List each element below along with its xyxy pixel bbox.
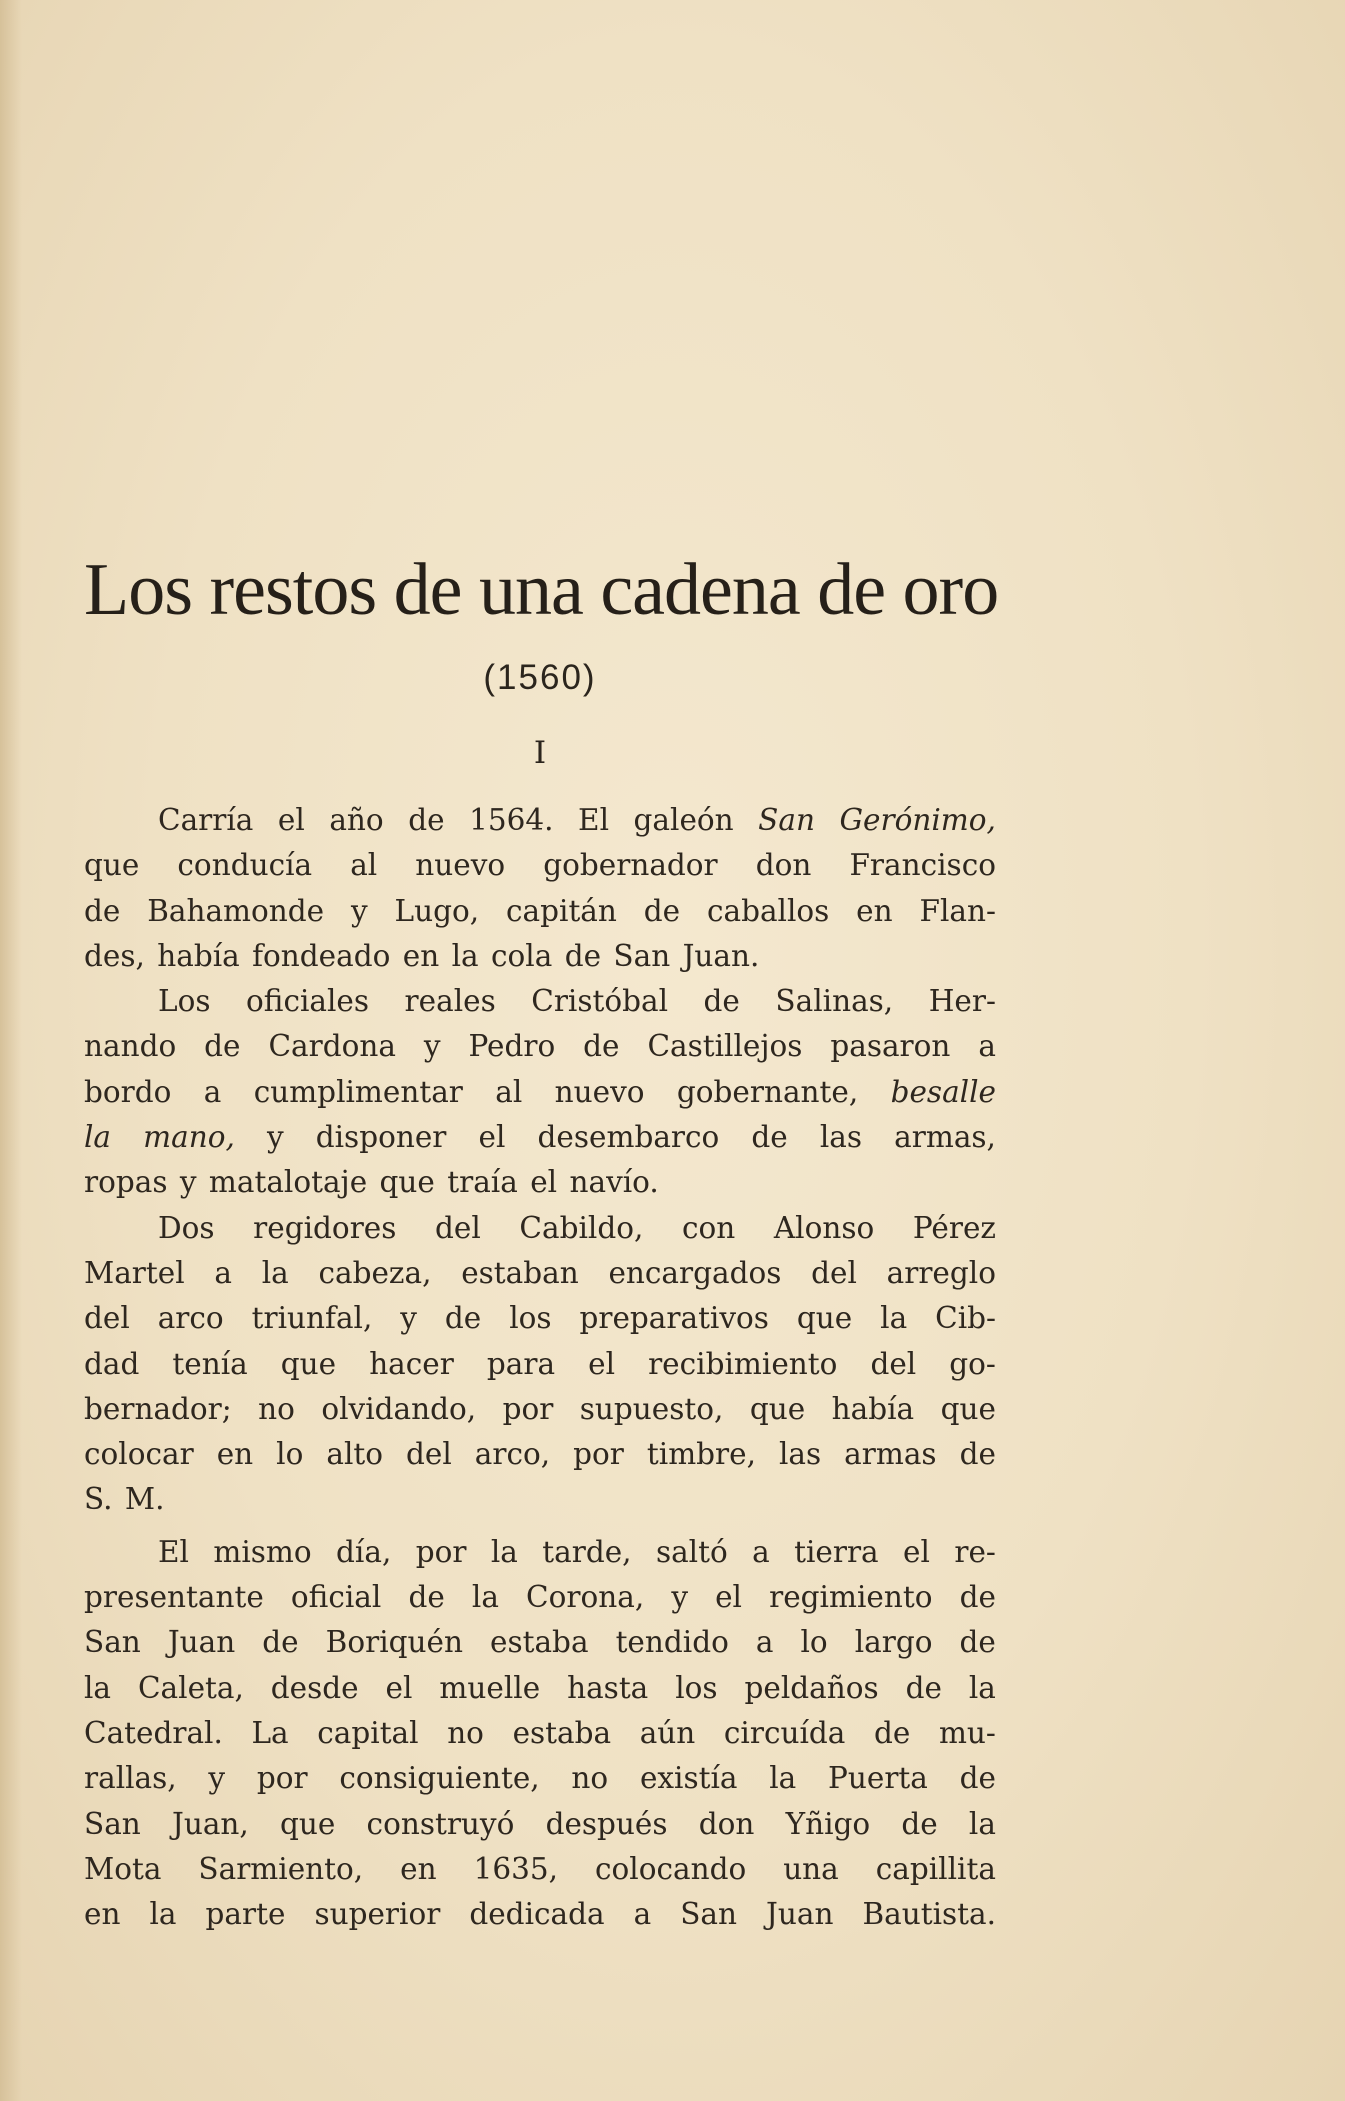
word: lo (800, 1625, 828, 1660)
body-text (84, 798, 996, 1937)
word: en (400, 1851, 437, 1886)
word: Pérez (912, 1210, 996, 1245)
word: la (968, 1806, 996, 1841)
word: había (831, 1391, 915, 1426)
word: armas (844, 1437, 937, 1472)
word: existía (639, 1761, 738, 1796)
word: por (415, 1534, 467, 1569)
word: presentante (84, 1580, 264, 1615)
text-line (84, 1802, 996, 1847)
text-line (84, 1251, 996, 1296)
word: arco, (474, 1437, 551, 1472)
word: la (149, 1897, 177, 1932)
word: 1635, (473, 1851, 559, 1886)
word: navío. (569, 1165, 659, 1200)
word: Francisco (849, 848, 996, 883)
word: el (385, 1670, 413, 1705)
word: matalotaje (208, 1165, 368, 1200)
word: Boriquén (325, 1625, 463, 1660)
word: Caleta, (137, 1670, 244, 1705)
word: no (258, 1391, 295, 1426)
word: del (84, 1301, 130, 1336)
word: tierra (794, 1534, 879, 1569)
word: que (379, 1165, 435, 1200)
word: a (755, 1625, 774, 1660)
word: M. (124, 1482, 165, 1517)
word: preparativos (579, 1301, 769, 1336)
word: cola (491, 938, 553, 973)
word: fondeado (252, 938, 391, 973)
word: oficiales (246, 984, 370, 1019)
word: había (157, 938, 240, 973)
text-line (84, 934, 996, 979)
word: y (208, 1761, 226, 1796)
word: que (749, 1391, 806, 1426)
word: Juan (167, 1625, 236, 1660)
word: Los (158, 984, 211, 1019)
word: a (214, 1255, 232, 1290)
word: Juan, (172, 1806, 249, 1841)
word: Juan (766, 1897, 834, 1932)
text-line (84, 1575, 996, 1620)
word: la (261, 1255, 289, 1290)
word: que (796, 1301, 853, 1336)
chapter-title: Los restos de una cadena de oro (84, 549, 999, 631)
word: cumplimentar (253, 1074, 463, 1109)
word: de (901, 1806, 938, 1841)
word: triunfal, (251, 1301, 373, 1336)
word: besalle (890, 1074, 996, 1109)
word: muelle (439, 1670, 541, 1705)
word: en (402, 938, 440, 973)
word: del (435, 1210, 481, 1245)
word: Martel (84, 1255, 185, 1290)
section-number: I (533, 735, 547, 771)
word: Sarmiento, (198, 1851, 364, 1886)
word: olvidando, (321, 1391, 477, 1426)
word: y (179, 1165, 197, 1200)
word: el (530, 1165, 558, 1200)
word: Gerónimo, (839, 803, 996, 837)
word: galeón (633, 803, 734, 837)
word: la (451, 938, 479, 973)
text-line (84, 1160, 996, 1205)
word: Puerta (828, 1761, 928, 1796)
word: de (262, 1625, 299, 1660)
word: aún (639, 1715, 696, 1750)
word: Dos (158, 1210, 215, 1245)
word: y (351, 893, 368, 928)
word: el (588, 1346, 616, 1381)
word: consiguiente, (339, 1761, 540, 1796)
word: San (84, 1625, 141, 1660)
word: re- (954, 1534, 996, 1569)
word: gobernador (543, 848, 718, 883)
word: peldaños (744, 1670, 879, 1705)
word: Bautista. (862, 1897, 996, 1932)
word: y (671, 1580, 688, 1615)
word: ropas (84, 1165, 168, 1200)
text-line (84, 1711, 996, 1756)
word: en (216, 1437, 254, 1472)
word: y (266, 1120, 284, 1155)
word: dedicada (469, 1897, 605, 1932)
word: de (444, 1301, 482, 1336)
word: de (643, 893, 681, 928)
word: S. (84, 1482, 113, 1517)
text-line (84, 1477, 996, 1522)
word: desembarco (537, 1120, 720, 1155)
word: Cristóbal (531, 984, 669, 1019)
word: desde (270, 1670, 359, 1705)
chapter-year: (1560) (483, 658, 597, 697)
word: la (84, 1120, 112, 1155)
word: des, (84, 938, 145, 973)
word: Catedral. (84, 1715, 223, 1750)
word: tarde, (542, 1534, 632, 1569)
word: regimiento (769, 1580, 933, 1615)
word: Cabildo, (519, 1210, 644, 1245)
word: Carría (158, 803, 254, 837)
word: nuevo (554, 1074, 645, 1109)
word: no (447, 1715, 484, 1750)
word: que (280, 1346, 337, 1381)
word: Alonso (773, 1210, 875, 1245)
text-line (84, 1892, 996, 1937)
word: supuesto, (579, 1391, 724, 1426)
word: por (502, 1391, 554, 1426)
word: encargados (608, 1255, 782, 1290)
word: oficial (290, 1580, 382, 1615)
word: cabeza, (318, 1255, 432, 1290)
word: que (84, 848, 140, 883)
word: después (545, 1806, 668, 1841)
word: hacer (369, 1346, 454, 1381)
word: go- (949, 1346, 996, 1381)
text-line (84, 1296, 996, 1341)
word: a (203, 1074, 222, 1109)
word: nando (84, 1029, 177, 1064)
word: la (880, 1301, 908, 1336)
word: de (905, 1670, 942, 1705)
word: construyó (366, 1806, 515, 1841)
word: en (856, 893, 893, 928)
word: del (870, 1346, 917, 1381)
word: Pedro (468, 1029, 556, 1064)
text-line (84, 1847, 996, 1892)
word: rallas, (84, 1761, 177, 1796)
word: circuída (723, 1715, 846, 1750)
word: mu- (938, 1715, 996, 1750)
text-line (84, 1206, 996, 1251)
word: traía (447, 1165, 518, 1200)
word: conducía (177, 848, 313, 883)
word: Juan. (682, 938, 760, 973)
word: regidores (253, 1210, 397, 1245)
word: colocar (84, 1437, 194, 1472)
word: una (783, 1851, 839, 1886)
word: al (495, 1074, 523, 1109)
word: Salinas, (775, 984, 894, 1019)
word: del (811, 1255, 857, 1290)
text-line (84, 1666, 996, 1711)
word: de (583, 1029, 620, 1064)
text-line (84, 1432, 996, 1477)
word: de (408, 803, 445, 837)
word: de (874, 1715, 911, 1750)
word: de (703, 984, 740, 1019)
word: de (959, 1580, 996, 1615)
word: reales (404, 984, 496, 1019)
word: del (406, 1437, 452, 1472)
word: Mota (84, 1851, 162, 1886)
word: San (680, 1897, 738, 1932)
word: mano, (143, 1120, 235, 1155)
word: y (423, 1029, 441, 1064)
word: por (573, 1437, 624, 1472)
word: y (400, 1301, 417, 1336)
word: superior (314, 1897, 441, 1932)
word: estaban (461, 1255, 579, 1290)
word: la (769, 1761, 797, 1796)
word: capitán (506, 893, 617, 928)
word: bernador; (84, 1391, 232, 1426)
word: día, (336, 1534, 392, 1569)
word: Yñigo (785, 1806, 871, 1841)
word: arco (157, 1301, 224, 1336)
text-line (84, 889, 996, 934)
word: el (715, 1580, 742, 1615)
word: de (959, 1761, 996, 1796)
word: a (633, 1897, 652, 1932)
word: disponer (315, 1120, 447, 1155)
word: arreglo (886, 1255, 996, 1290)
word: estaba (490, 1625, 589, 1660)
word: que (940, 1391, 996, 1426)
word: la (968, 1670, 996, 1705)
word: a (978, 1029, 996, 1064)
word: el (478, 1120, 506, 1155)
word: al (350, 848, 378, 883)
word: Bahamonde (147, 893, 325, 928)
word: estaba (512, 1715, 612, 1750)
word: Corona, (526, 1580, 645, 1615)
word: lo (276, 1437, 304, 1472)
word: que (280, 1806, 336, 1841)
text-line (84, 1115, 996, 1160)
text-line (84, 979, 996, 1024)
word: timbre, (646, 1437, 756, 1472)
word: los (509, 1301, 552, 1336)
word: de (84, 893, 121, 928)
page-gutter-shadow (0, 0, 22, 2101)
word: capillita (875, 1851, 996, 1886)
word: con (681, 1210, 736, 1245)
text-line (84, 798, 996, 843)
text-line (84, 1530, 996, 1575)
word: en (84, 1897, 121, 1932)
word: dad (84, 1346, 140, 1381)
word: la (84, 1670, 112, 1705)
word: tenía (172, 1346, 248, 1381)
word: don (698, 1806, 755, 1841)
text-line (84, 1024, 996, 1069)
word: el (903, 1534, 930, 1569)
word: de (751, 1120, 788, 1155)
word: nuevo (415, 848, 506, 883)
text-line (84, 1342, 996, 1387)
word: parte (205, 1897, 286, 1932)
word: las (819, 1120, 863, 1155)
word: para (486, 1346, 556, 1381)
word: San (758, 803, 815, 837)
word: por (256, 1761, 308, 1796)
word: mismo (213, 1534, 312, 1569)
word: de (959, 1437, 996, 1472)
word: la (471, 1580, 499, 1615)
word: a (752, 1534, 770, 1569)
word: 1564. (469, 803, 554, 837)
word: alto (326, 1437, 384, 1472)
word: El (578, 803, 610, 837)
word: El (158, 1534, 189, 1569)
word: hasta (567, 1670, 649, 1705)
word: Flan- (919, 893, 996, 928)
word: armas, (894, 1120, 996, 1155)
word: Lugo, (394, 893, 480, 928)
word: de (959, 1625, 996, 1660)
word: gobernante, (676, 1074, 859, 1109)
word: colocando (594, 1851, 747, 1886)
word: de (564, 938, 602, 973)
word: San (84, 1806, 141, 1841)
word: año (329, 803, 384, 837)
word: Her- (928, 984, 996, 1019)
word: La (251, 1715, 289, 1750)
text-line (84, 843, 996, 888)
word: largo (854, 1625, 933, 1660)
text-line (84, 1387, 996, 1432)
text-line (84, 1070, 996, 1115)
word: los (675, 1670, 718, 1705)
word: de (408, 1580, 445, 1615)
word: Cib- (935, 1301, 996, 1336)
word: bordo (84, 1074, 172, 1109)
word: las (779, 1437, 822, 1472)
word: caballos (706, 893, 830, 928)
word: saltó (655, 1534, 728, 1569)
word: el (277, 803, 305, 837)
word: Castillejos (647, 1029, 803, 1064)
word: pasaron (830, 1029, 951, 1064)
word: tendido (615, 1625, 729, 1660)
word: San (613, 938, 671, 973)
word: capital (317, 1715, 419, 1750)
word: de (204, 1029, 241, 1064)
word: no (571, 1761, 609, 1796)
text-line (84, 1756, 996, 1801)
word: la (490, 1534, 518, 1569)
word: don (755, 848, 812, 883)
text-line (84, 1620, 996, 1665)
word: Cardona (268, 1029, 396, 1064)
word: recibimiento (648, 1346, 838, 1381)
